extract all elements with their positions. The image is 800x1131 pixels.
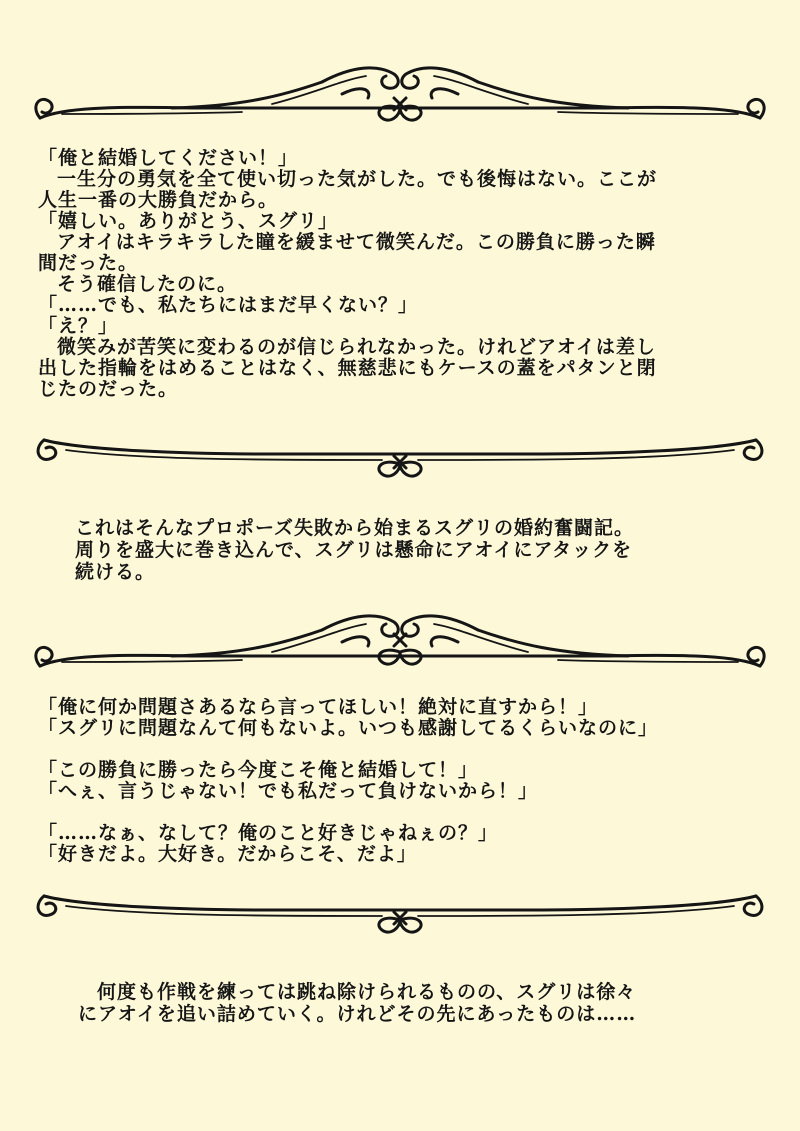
flourish-divider-upper: [22, 592, 778, 692]
opening-scene: [38, 148, 657, 400]
dialogue-line: 「俺に何か問題さあるなら言ってほしい！絶対に直すから！」: [38, 696, 599, 718]
ornament-flourish-icon: [22, 592, 778, 692]
synopsis-line: 周りを盛大に巻き込んで、スグリは懸命にアオイにアタックを: [75, 539, 633, 561]
narration-line: 人生一番の大勝負だから。: [38, 189, 279, 211]
closing-line: 何度も作戦を練っては跳ね除けられるものの、スグリは徐々: [97, 981, 637, 1003]
ornament-flourish-icon: [22, 420, 778, 490]
synopsis: [75, 517, 634, 583]
dialogue-excerpts: [38, 697, 658, 865]
synopsis-line: これはそんなプロポーズ失敗から始まるスグリの婚約奮闘記。: [75, 517, 635, 539]
flourish-divider-top: [22, 36, 778, 136]
closing-teaser: [78, 981, 636, 1025]
dialogue-line: 「好きだよ。大好き。だからこそ、だよ」: [38, 843, 417, 865]
dialogue-line: 「……なぁ、なして？俺のこと好きじゃねぇの？」: [38, 822, 499, 844]
flourish-divider-lower: [22, 876, 778, 946]
narration-line: 一生分の勇気を全て使い切った気がした。でも後悔はない。ここが: [57, 168, 658, 190]
narration-line: 間だった。: [38, 252, 139, 274]
synopsis-line: 続ける。: [75, 561, 156, 583]
narration-line: そう確信したのに。: [57, 273, 238, 295]
narration-line: アオイはキラキラした瞳を緩ませて微笑んだ。この勝負に勝った瞬: [57, 231, 656, 253]
dialogue-line: 「え？」: [38, 315, 119, 337]
narration-line: じたのだった。: [38, 378, 179, 400]
dialogue-line: 「へぇ、言うじゃない！でも私だって負けないから！」: [38, 780, 539, 802]
dialogue-line: 「……でも、私たちにはまだ早くない？」: [38, 294, 419, 316]
flourish-divider-middle: [22, 420, 778, 490]
narration-line: 出した指輪をはめることはなく、無慈悲にもケースの蓋をパタンと閉: [38, 357, 657, 379]
dialogue-line: 「この勝負に勝ったら今度こそ俺と結婚して！」: [38, 759, 479, 781]
ornament-flourish-icon: [22, 876, 778, 946]
dialogue-line: 「俺と結婚してください！」: [38, 147, 299, 169]
narration-line: 微笑みが苦笑に変わるのが信じられなかった。けれどアオイは差し: [57, 336, 656, 358]
ornament-flourish-icon: [22, 36, 778, 136]
dialogue-line: 「スグリに問題なんて何もないよ。いつも感謝してるくらいなのに」: [38, 717, 659, 739]
dialogue-line: 「嬉しい。ありがとう、スグリ」: [38, 210, 339, 232]
closing-line: にアオイを追い詰めていく。けれどその先にあったものは……: [78, 1003, 637, 1025]
